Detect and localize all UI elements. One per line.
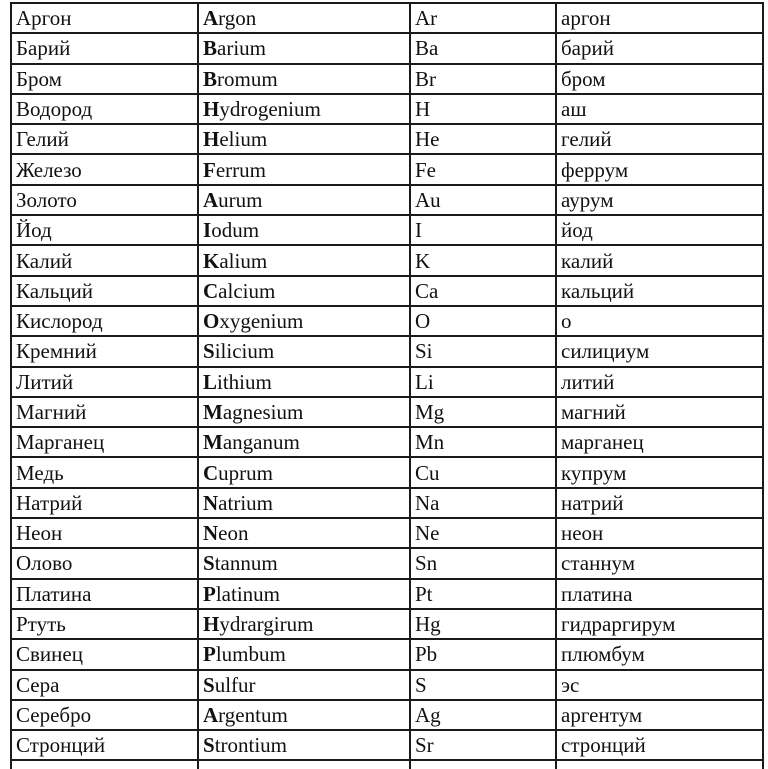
latin-name-cell: [198, 215, 410, 245]
latin-name-initial: F: [203, 157, 216, 182]
latin-name-cell: [198, 548, 410, 578]
russian-name-cell: Кальций: [11, 276, 198, 306]
latin-name-initial: N: [203, 490, 219, 515]
table-row: [11, 639, 763, 669]
symbol-cell: Au: [410, 185, 556, 215]
table-row: [11, 427, 763, 457]
table-row: [11, 457, 763, 487]
latin-name-rest: ilicium: [214, 339, 275, 364]
russian-name-cell: Барий: [11, 33, 198, 63]
pronunciation-cell: силициум: [556, 336, 763, 366]
russian-name-cell: Калий: [11, 245, 198, 275]
pronunciation-cell: гелий: [556, 124, 763, 154]
symbol-cell: O: [410, 306, 556, 336]
pronunciation-cell: йод: [556, 215, 763, 245]
table-row: [11, 124, 763, 154]
symbol-cell: Hg: [410, 609, 556, 639]
symbol-cell: Pb: [410, 639, 556, 669]
russian-name-cell: Ртуть: [11, 609, 198, 639]
latin-name-cell: [198, 336, 410, 366]
symbol-cell: Pt: [410, 579, 556, 609]
table-row: [11, 245, 763, 275]
pronunciation-cell: магний: [556, 397, 763, 427]
latin-name-cell: [198, 245, 410, 275]
latin-name-rest: anganum: [222, 430, 300, 455]
russian-name-cell: Сера: [11, 670, 198, 700]
table-row: [11, 488, 763, 518]
latin-name-rest: trontium: [214, 733, 288, 758]
latin-name-initial: H: [203, 127, 220, 152]
latin-name-rest: arium: [217, 36, 266, 61]
russian-name-cell: Олово: [11, 548, 198, 578]
symbol-cell: K: [410, 245, 556, 275]
latin-name-rest: alium: [219, 248, 268, 273]
element-names-table-page: [10, 2, 762, 769]
table-row: [11, 215, 763, 245]
symbol-cell: Cu: [410, 457, 556, 487]
pronunciation-cell: барий: [556, 33, 763, 63]
pronunciation-cell: неон: [556, 518, 763, 548]
table-row: [11, 64, 763, 94]
pronunciation-cell: аргон: [556, 3, 763, 33]
latin-name-initial: A: [203, 187, 219, 212]
russian-name-cell: Платина: [11, 579, 198, 609]
latin-name-rest: ulfur: [214, 672, 256, 697]
latin-name-cell: [198, 3, 410, 33]
symbol-cell: Mg: [410, 397, 556, 427]
latin-name-cell: [198, 427, 410, 457]
latin-name-cell: [198, 639, 410, 669]
latin-name-rest: elium: [219, 127, 268, 152]
latin-name-initial: P: [203, 581, 216, 606]
russian-name-cell: Серебро: [11, 700, 198, 730]
latin-name-cell: [198, 367, 410, 397]
symbol-cell: Si: [410, 336, 556, 366]
latin-name-cell: [198, 306, 410, 336]
latin-name-rest: errum: [215, 157, 266, 182]
latin-name-cell: [198, 154, 410, 184]
pronunciation-cell: аргентум: [556, 700, 763, 730]
pronunciation-cell: натрий: [556, 488, 763, 518]
russian-name-cell: Кремний: [11, 336, 198, 366]
latin-name-rest: xygenium: [219, 309, 304, 334]
symbol-cell: Sr: [410, 730, 556, 760]
latin-name-initial: A: [203, 702, 219, 727]
latin-name-rest: tannum: [214, 551, 278, 576]
latin-name-initial: A: [203, 6, 219, 31]
symbol-cell: Fe: [410, 154, 556, 184]
symbol-cell: He: [410, 124, 556, 154]
latin-name-cell: [198, 94, 410, 124]
latin-name-rest: romum: [217, 66, 278, 91]
table-row: [11, 276, 763, 306]
latin-name-cell: [198, 670, 410, 700]
latin-name-cell: [198, 730, 410, 760]
pronunciation-cell: эс: [556, 670, 763, 700]
latin-name-initial: S: [203, 339, 215, 364]
latin-name-rest: odum: [211, 218, 260, 243]
table-row: [11, 154, 763, 184]
latin-name-rest: rgon: [218, 6, 257, 31]
latin-name-rest: ithium: [217, 369, 272, 394]
symbol-cell: Br: [410, 64, 556, 94]
pronunciation-cell: плюмбум: [556, 639, 763, 669]
table-row: [11, 94, 763, 124]
pronunciation-cell: калий: [556, 245, 763, 275]
latin-name-rest: alcium: [218, 278, 276, 303]
latin-name-initial: B: [203, 36, 218, 61]
table-row: [11, 609, 763, 639]
russian-name-cell: Гелий: [11, 124, 198, 154]
pronunciation-cell: феррум: [556, 154, 763, 184]
latin-name-initial: H: [203, 97, 220, 122]
pronunciation-cell: гидраргирум: [556, 609, 763, 639]
latin-name-initial: O: [203, 309, 220, 334]
latin-name-cell: [198, 518, 410, 548]
latin-name-rest: ydrargirum: [219, 612, 314, 637]
latin-name-rest: lumbum: [215, 642, 286, 667]
table-row: [11, 670, 763, 700]
latin-name-cell: [198, 700, 410, 730]
symbol-cell: H: [410, 94, 556, 124]
table-row: [11, 33, 763, 63]
russian-name-cell: Неон: [11, 518, 198, 548]
symbol-cell: I: [410, 215, 556, 245]
latin-name-initial: H: [203, 612, 220, 637]
table-row: [11, 3, 763, 33]
latin-name-rest: urum: [218, 187, 263, 212]
latin-name-initial: K: [203, 248, 220, 273]
russian-name-cell: Золото: [11, 185, 198, 215]
table-body: [11, 3, 763, 769]
latin-name-rest: eon: [218, 521, 249, 546]
pronunciation-cell: стронций: [556, 730, 763, 760]
latin-name-initial: S: [203, 672, 215, 697]
russian-name-cell: Йод: [11, 215, 198, 245]
pronunciation-cell: платина: [556, 579, 763, 609]
russian-name-cell: Аргон: [11, 3, 198, 33]
table-row: [11, 518, 763, 548]
element-names-table: [10, 2, 764, 769]
russian-name-cell: Магний: [11, 397, 198, 427]
table-row: [11, 700, 763, 730]
latin-name-rest: rgentum: [218, 702, 288, 727]
pronunciation-cell: станнум: [556, 548, 763, 578]
latin-name-initial: M: [203, 400, 223, 424]
symbol-cell: Li: [410, 367, 556, 397]
latin-name-cell: [198, 457, 410, 487]
russian-name-cell: Марганец: [11, 427, 198, 457]
latin-name-cell: [198, 609, 410, 639]
symbol-cell: Sn: [410, 548, 556, 578]
table-row: [11, 730, 763, 760]
symbol-cell: Mn: [410, 427, 556, 457]
latin-name-cell: [198, 397, 410, 427]
symbol-cell: Ca: [410, 276, 556, 306]
latin-name-initial: M: [203, 430, 223, 455]
latin-name-rest: uprum: [218, 460, 273, 485]
table-row: [11, 397, 763, 427]
latin-name-rest: atrium: [218, 490, 273, 515]
symbol-cell: Ag: [410, 700, 556, 730]
latin-name-rest: ydrogenium: [219, 97, 321, 122]
table-row: [11, 185, 763, 215]
russian-name-cell: Бром: [11, 64, 198, 94]
pronunciation-cell: литий: [556, 367, 763, 397]
symbol-cell: Ba: [410, 33, 556, 63]
latin-name-initial: I: [203, 218, 212, 243]
latin-name-cell: [198, 64, 410, 94]
latin-name-initial: P: [203, 642, 216, 667]
table-row: [11, 336, 763, 366]
latin-name-initial: S: [203, 733, 215, 758]
pronunciation-cell: кальций: [556, 276, 763, 306]
latin-name-cell: [198, 124, 410, 154]
russian-name-cell: Натрий: [11, 488, 198, 518]
table-row: [11, 548, 763, 578]
latin-name-initial: N: [203, 521, 219, 546]
latin-name-initial: S: [203, 551, 215, 576]
latin-name-cell: [198, 276, 410, 306]
latin-name-initial: L: [203, 369, 218, 394]
symbol-cell: Ar: [410, 3, 556, 33]
latin-name-cell: [198, 185, 410, 215]
symbol-cell: Ne: [410, 518, 556, 548]
latin-name-cell: [198, 579, 410, 609]
pronunciation-cell: бром: [556, 64, 763, 94]
russian-name-cell: Стронций: [11, 730, 198, 760]
russian-name-cell: Кислород: [11, 306, 198, 336]
latin-name-rest: latinum: [215, 581, 280, 606]
russian-name-cell: Свинец: [11, 639, 198, 669]
latin-name-initial: C: [203, 278, 219, 303]
symbol-cell: Na: [410, 488, 556, 518]
russian-name-cell: Литий: [11, 367, 198, 397]
symbol-cell: S: [410, 670, 556, 700]
pronunciation-cell: о: [556, 306, 763, 336]
latin-name-initial: B: [203, 66, 218, 91]
russian-name-cell: Железо: [11, 154, 198, 184]
latin-name-cell: [198, 33, 410, 63]
latin-name-cell: [198, 488, 410, 518]
russian-name-cell: Медь: [11, 457, 198, 487]
latin-name-rest: agnesium: [222, 400, 304, 424]
table-row: [11, 367, 763, 397]
latin-name-initial: C: [203, 460, 219, 485]
pronunciation-cell: аурум: [556, 185, 763, 215]
russian-name-cell: Водород: [11, 94, 198, 124]
table-row: [11, 306, 763, 336]
table-row: [11, 579, 763, 609]
pronunciation-cell: купрум: [556, 457, 763, 487]
pronunciation-cell: марганец: [556, 427, 763, 457]
pronunciation-cell: аш: [556, 94, 763, 124]
